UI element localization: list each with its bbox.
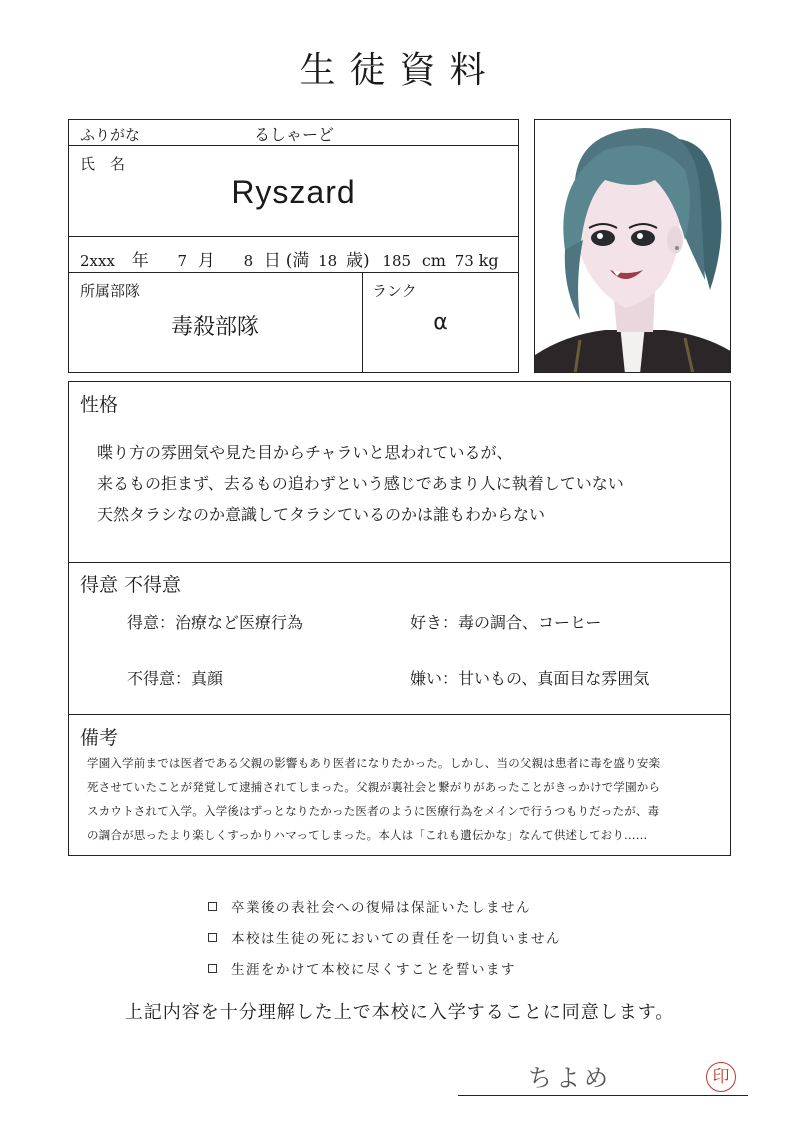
personality-line: 天然タラシなのか意識してタラシているのかは誰もわからない (97, 505, 546, 524)
checkbox-icon[interactable] (208, 964, 217, 973)
student-name: Ryszard (231, 174, 356, 210)
checkbox-icon[interactable] (208, 933, 217, 942)
checklist-item (208, 896, 561, 927)
unit-label: 所属部隊 (80, 282, 141, 300)
birth-month: 7 (177, 252, 188, 270)
student-portrait (534, 119, 731, 373)
signature-line (458, 1095, 748, 1096)
signature: ちよめ (528, 1064, 612, 1092)
page-title: 生徒資料 (299, 50, 500, 91)
good-at: 得意：治療など医療行為 (127, 613, 304, 632)
checklist-label: 卒業後の表社会への復帰は保証いたしません (231, 900, 531, 916)
checklist-label: 生涯をかけて本校に尽くすことを誓います (231, 962, 516, 978)
age-open: (満 (285, 251, 310, 271)
day-unit: 日 (263, 251, 281, 271)
personality-heading: 性格 (80, 394, 119, 416)
age-close: 歳) (346, 251, 370, 271)
month-unit: 月 (197, 251, 215, 271)
age-value: 18 (318, 252, 338, 270)
furigana-value: るしゃーど (254, 125, 335, 144)
checklist (208, 896, 561, 989)
furigana-label: ふりがな (80, 126, 141, 144)
personality-text (97, 437, 717, 530)
checkbox-icon[interactable] (208, 902, 217, 911)
rank-value: α (433, 310, 448, 335)
skills-heading: 得意 不得意 (80, 574, 182, 596)
weight-unit: kg (478, 251, 499, 270)
personality-line: 来るもの拒まず、去るもの追わずという感じであまり人に執着していない (97, 474, 624, 493)
notes-line: 死させていたことが発覚して逮捕されてしまった。父親が裏社会と繋がりがあったことがきっかけで学園から (87, 780, 661, 794)
checklist-item (208, 958, 561, 989)
year-unit: 年 (131, 251, 149, 271)
weight-value: 73 (454, 252, 474, 270)
notes-heading: 備考 (80, 727, 119, 749)
rank-label: ランク (372, 282, 417, 300)
dislikes: 嫌い：甘いもの、真面目な雰囲気 (410, 669, 650, 688)
notes-text (87, 751, 723, 847)
personality-line: 喋り方の雰囲気や見た目からチャラいと思われているが、 (97, 443, 513, 462)
bad-at: 不得意：真顔 (127, 669, 224, 688)
checklist-item (208, 927, 561, 958)
seal-icon: 印 (706, 1062, 736, 1092)
height-value: 185 (382, 252, 412, 270)
notes-line: スカウトされて入学。入学後はずっとなりたかった医者のように医療行為をメインで行うつもりだったが、毒 (87, 804, 660, 818)
birth-year: 2xxx (80, 252, 115, 270)
unit-value: 毒殺部隊 (170, 315, 259, 340)
likes: 好き：毒の調合、コーヒー (410, 613, 602, 632)
notes-line: の調合が思ったより楽しくすっかりハマってしまった。本人は「これも遺伝かな」なんて供述しており…… (87, 828, 648, 842)
name-label: 氏 名 (80, 155, 126, 173)
agreement-text: 上記内容を十分理解した上で本校に入学することに同意します。 (124, 1002, 675, 1023)
birth-day: 8 (243, 252, 254, 270)
birth-row (80, 246, 499, 271)
notes-line: 学園入学前までは医者である父親の影響もあり医者になりたかった。しかし、当の父親は患者に毒を盛り安楽 (87, 756, 661, 770)
checklist-label: 本校は生徒の死においての責任を一切負いません (231, 931, 561, 947)
height-unit: cm (421, 251, 446, 270)
portrait-illustration (535, 120, 731, 373)
